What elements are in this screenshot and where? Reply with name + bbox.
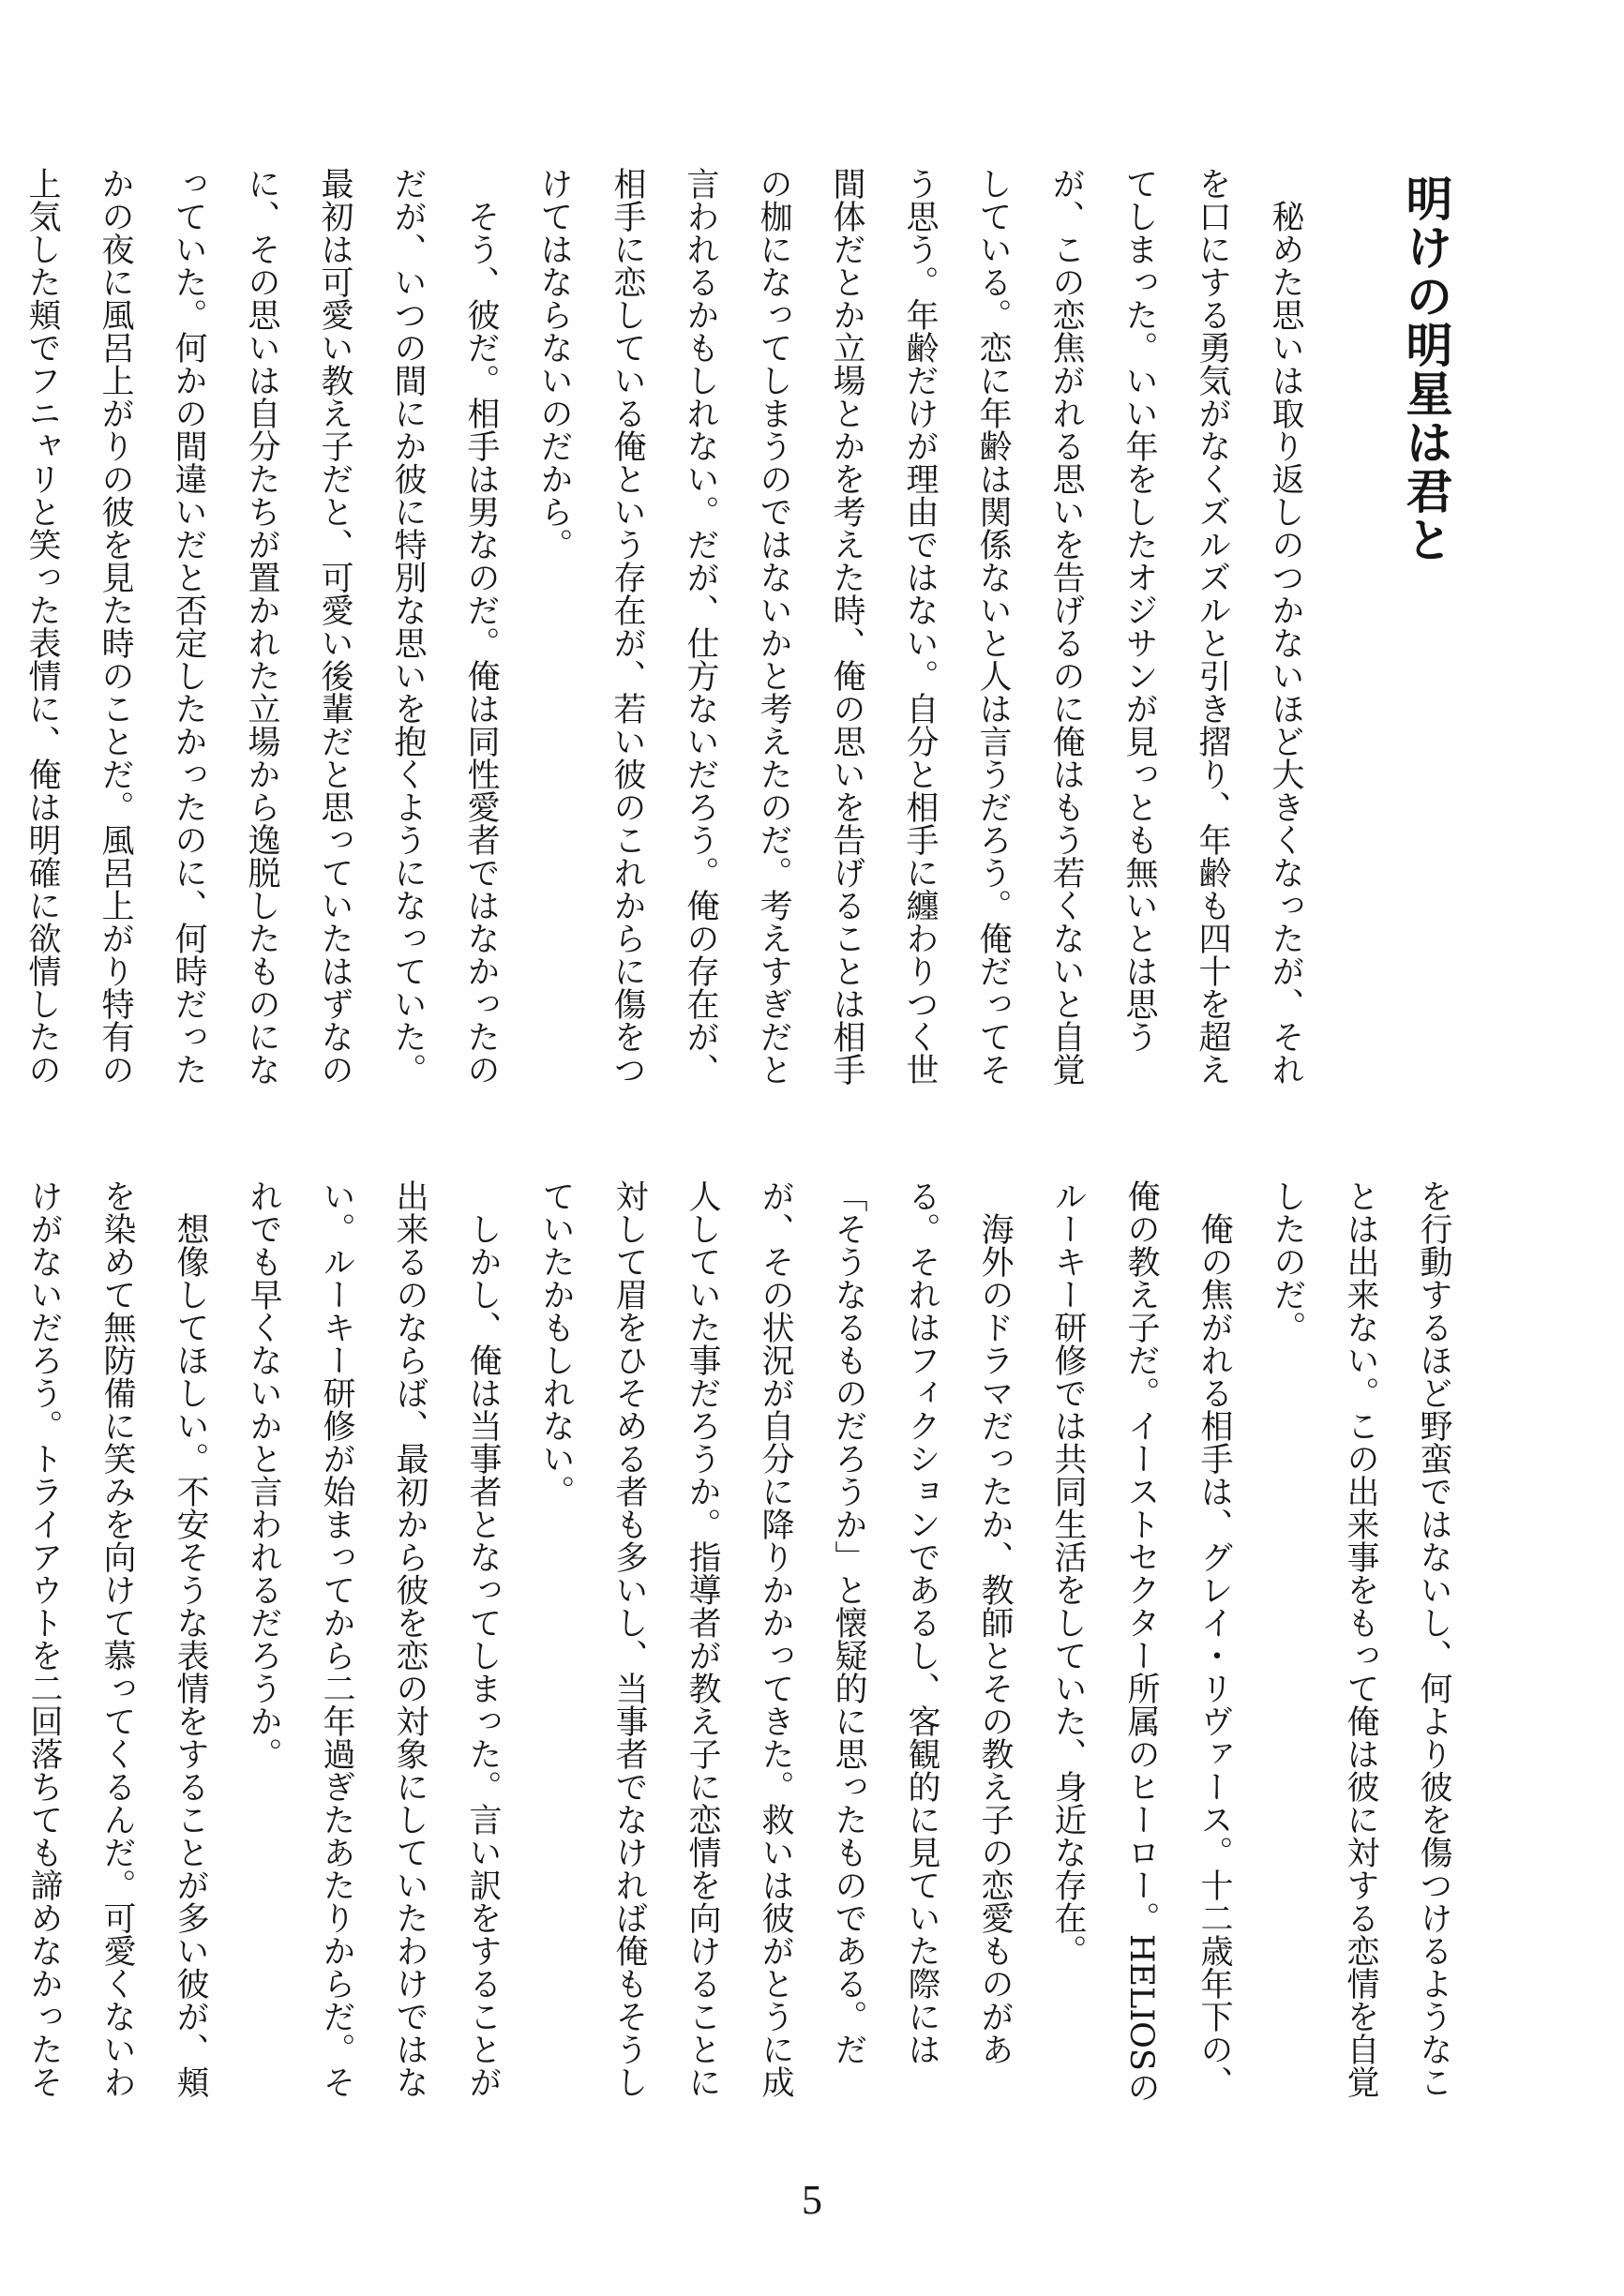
paragraph: 海外のドラマだったか、教師とその教え子の恋愛ものがある。それはフィクションであるし、客観的に見ていた際には「そうなるものだろうか」と懐疑的に思ったものである。だが、その状況が自分に降りかかってきた。救いは彼がとうに成人していた事だろうか。指導者が教え子に恋情を向けることに対して眉をひそめる者も多いし、当事者でなければ俺もそうしていたかもしれない。 [537,1179,1014,2098]
paragraph-continuation: を行動するほど野蛮ではないし、何より彼を傷つけるようなことは出来ない。この出来事をもって俺は彼に対する恋情を自覚したのだ。 [1269,1179,1452,2098]
paragraph: 俺の焦がれる相手は、グレイ・リヴァース。十二歳年下の、俺の教え子だ。イーストセクター所属のヒーロー。HELIOSのルーキー研修では共同生活をしていた、身近な存在。 [1049,1179,1233,2104]
upper-text-block [23,167,1322,1104]
page-number: 5 [802,2177,822,2223]
paragraph: 想像してほしい。不安そうな表情をすることが多い彼が、頬を染めて無防備に笑みを向けて慕ってくるんだ。可愛くないわけがないだろう。トライアウトを二回落ちても諦めなかったそ [25,1179,209,2098]
paragraph: しかし、俺は当事者となってしまった。言い訳をすることが出来るのならば、最初から彼を恋の対象にしていたわけではない。ルーキー研修が始まってから二年過ぎたあたりからだ。それでも早くないかと言われるだろうか。 [245,1179,502,2098]
paragraph: そう、彼だ。相手は男なのだ。俺は同性愛者ではなかったのだが、いつの間にか彼に特別な思いを抱くようになっていた。最初は可愛い教え子だと、可愛い後輩だと思っていたはずなのに、その思いは自分たちが置かれた立場から逸脱したものになっていた。何かの間違いだと否定したかったのに、何時だったかの夜に風呂上がりの彼を見た時のことだ。風呂上がり特有の上気した頬でフニャリと笑った表情に、俺は明確に欲情したの [23,167,500,1086]
lower-text-block [25,1179,1470,2117]
chapter-title: 明けの明星は君と [1398,174,1454,564]
paragraph: 秘めた思いは取り返しのつかないほど大きくなったが、それを口にする勇気がなくズルズルと引き摺り、年齢も四十を超えてしまった。いい年をしたオジサンが見っとも無いとは思うが、この恋焦がれる思いを告げるのに俺はもう若くないと自覚している。恋に年齢は関係ないと人は言うだろう。俺だってそう思う。年齢だけが理由ではない。自分と相手に纏わりつく世間体だとか立場とかを考えた時、俺の思いを告げることは相手の枷になってしまうのではないかと考えたのだ。考えすぎだと言われるかもしれない。だが、仕方ないだろう。俺の存在が、相手に恋している俺という存在が、若い彼のこれからに傷をつけてはならないのだから。 [535,167,1304,1086]
